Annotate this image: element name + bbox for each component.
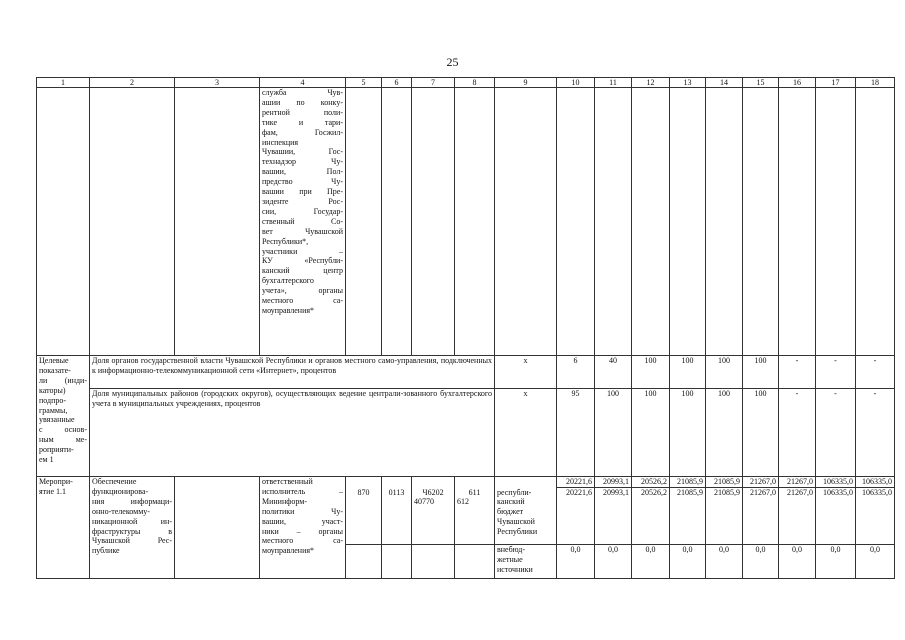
source-value: 0,0 bbox=[706, 545, 743, 579]
text-line: канский bbox=[497, 497, 525, 507]
text-line: рентной поли- bbox=[262, 107, 343, 117]
text-line: бюджет bbox=[497, 507, 524, 517]
text-line: ашии по конку- bbox=[262, 97, 343, 107]
target-value: 100 bbox=[632, 356, 670, 389]
source-value: 0,0 bbox=[856, 545, 895, 579]
text-line: внебюд- bbox=[497, 545, 525, 554]
continuation-executors bbox=[260, 88, 346, 356]
text-line: фам, Госжил- bbox=[262, 127, 343, 137]
text-line: бухгалтерского bbox=[262, 276, 314, 286]
text-line: сии, Государ- bbox=[262, 206, 343, 216]
total-value: 21267,0 bbox=[743, 477, 779, 488]
total-value: 20993,1 bbox=[595, 477, 632, 488]
source-value: 0,0 bbox=[816, 545, 856, 579]
target-value: 100 bbox=[670, 356, 706, 389]
source-value: 106335,0 bbox=[816, 488, 856, 545]
target-col9: х bbox=[495, 356, 557, 389]
text-line: вашии, Пол- bbox=[262, 167, 343, 177]
text-line: вашии, участ- bbox=[262, 516, 343, 526]
text-line: онно-телекомму- bbox=[92, 506, 150, 516]
text-line: политики Чу- bbox=[262, 506, 343, 516]
text-line: 40770 bbox=[414, 497, 434, 507]
col-header: 16 bbox=[779, 78, 816, 88]
text-line: Республики bbox=[497, 527, 538, 537]
text-line: вет Чувашской bbox=[262, 226, 343, 236]
text-line: жетные bbox=[497, 554, 523, 564]
target-value: - bbox=[816, 356, 856, 389]
target-value: 100 bbox=[632, 389, 670, 477]
total-value: 20526,2 bbox=[632, 477, 670, 488]
program-table bbox=[36, 77, 895, 579]
col-header: 2 bbox=[90, 78, 175, 88]
target-text: Доля органов государственной власти Чувашской Республики и органов местного само-управления, подключенных к информационно-телекоммуникационной сети «Интернет», процентов bbox=[90, 356, 495, 389]
text-line: тике и тари- bbox=[262, 117, 343, 127]
col-header: 12 bbox=[632, 78, 670, 88]
text-line: Чувашии, Гос- bbox=[262, 147, 343, 157]
text-line: ния информаци- bbox=[92, 496, 172, 506]
col-header: 5 bbox=[346, 78, 382, 88]
target-value: - bbox=[779, 389, 816, 477]
target-value: 40 bbox=[595, 356, 632, 389]
col-header: 8 bbox=[455, 78, 495, 88]
total-value: 106335,0 bbox=[816, 477, 856, 488]
target-value: 100 bbox=[595, 389, 632, 477]
col-header: 10 bbox=[557, 78, 595, 88]
source-value: 0,0 bbox=[557, 545, 595, 579]
measure-total-row bbox=[37, 477, 895, 488]
target-value: - bbox=[856, 356, 895, 389]
text-line: зиденте Рос- bbox=[262, 196, 343, 206]
measure-name bbox=[90, 477, 175, 579]
target-value: - bbox=[779, 356, 816, 389]
total-value: 20221,6 bbox=[557, 477, 595, 488]
measure-label bbox=[37, 477, 90, 579]
text-line: подпро- bbox=[39, 395, 67, 405]
total-value: 21085,9 bbox=[670, 477, 706, 488]
source-value: 0,0 bbox=[743, 545, 779, 579]
text-line: источники bbox=[497, 564, 533, 574]
source-name bbox=[495, 545, 557, 579]
target-col9: х bbox=[495, 389, 557, 477]
col-header: 13 bbox=[670, 78, 706, 88]
source-value: 21085,9 bbox=[670, 488, 706, 545]
targets-label bbox=[37, 356, 90, 477]
source-name bbox=[495, 488, 557, 545]
source-value: 0,0 bbox=[595, 545, 632, 579]
source-value: 20221,6 bbox=[557, 488, 595, 545]
target-value: 95 bbox=[557, 389, 595, 477]
text-line: ным ме- bbox=[39, 435, 87, 445]
source-value: 20526,2 bbox=[632, 488, 670, 545]
target-value: 6 bbox=[557, 356, 595, 389]
text-line: ем 1 bbox=[39, 455, 54, 465]
col-header: 9 bbox=[495, 78, 557, 88]
text-line: моуправления* bbox=[262, 305, 315, 315]
text-line: Чувашской bbox=[497, 517, 535, 527]
text-line: республи- bbox=[497, 487, 532, 497]
text-line: исполнитель – bbox=[262, 486, 343, 496]
col-header: 11 bbox=[595, 78, 632, 88]
target-row bbox=[37, 389, 895, 477]
text-line: предство Чу- bbox=[262, 177, 343, 187]
source-value: 21085,9 bbox=[706, 488, 743, 545]
col-header: 18 bbox=[856, 78, 895, 88]
text-line: КУ «Республи- bbox=[262, 256, 343, 266]
total-value: 21085,9 bbox=[706, 477, 743, 488]
col-header: 4 bbox=[260, 78, 346, 88]
text-line: Ч6202 bbox=[422, 487, 444, 497]
text-line: учета», органы bbox=[262, 286, 343, 296]
source-value: 106335,0 bbox=[856, 488, 895, 545]
source-value: 0,0 bbox=[632, 545, 670, 579]
text-line: показате- bbox=[39, 365, 71, 375]
total-value: 106335,0 bbox=[856, 477, 895, 488]
text-line: Республики*, bbox=[262, 236, 309, 246]
text-line: инспекция bbox=[262, 137, 299, 147]
col-header: 6 bbox=[382, 78, 412, 88]
text-line: публике bbox=[92, 546, 120, 556]
total-value: 21267,0 bbox=[779, 477, 816, 488]
col-header: 17 bbox=[816, 78, 856, 88]
source-value: 0,0 bbox=[670, 545, 706, 579]
text-line: 611 bbox=[468, 487, 481, 497]
text-line: моуправления* bbox=[262, 546, 315, 556]
grbs-code: 870 bbox=[346, 488, 382, 545]
text-line: каторы) bbox=[39, 385, 66, 395]
text-line: местного са- bbox=[262, 536, 343, 546]
text-line: участники – bbox=[262, 246, 343, 256]
text-line: 612 bbox=[457, 497, 469, 507]
col-header: 7 bbox=[412, 78, 455, 88]
target-value: 100 bbox=[706, 356, 743, 389]
col-header: 1 bbox=[37, 78, 90, 88]
target-value: 100 bbox=[743, 389, 779, 477]
target-value: 100 bbox=[670, 389, 706, 477]
text-line: Целевые bbox=[39, 356, 69, 365]
target-value: 100 bbox=[706, 389, 743, 477]
text-line: вашии при Пре- bbox=[262, 187, 343, 197]
text-line: служба Чув- bbox=[262, 88, 343, 97]
source-value: 0,0 bbox=[779, 545, 816, 579]
measure-executor bbox=[260, 477, 346, 579]
text-line: Обеспечение bbox=[92, 477, 137, 486]
target-row bbox=[37, 356, 895, 389]
page-number: 25 bbox=[446, 55, 459, 69]
source-value: 21267,0 bbox=[779, 488, 816, 545]
text-line: ятие 1.1 bbox=[39, 486, 67, 496]
column-number-row bbox=[37, 78, 895, 88]
col-header: 15 bbox=[743, 78, 779, 88]
text-line: увязанные bbox=[39, 415, 75, 425]
rzpr-code: 0113 bbox=[382, 488, 412, 545]
target-value: - bbox=[816, 389, 856, 477]
text-line: технадзор Чу- bbox=[262, 157, 343, 167]
text-line: Меропри- bbox=[39, 477, 73, 486]
text-line: граммы, bbox=[39, 405, 68, 415]
text-line: ли (инди- bbox=[39, 375, 87, 385]
text-line: фраструктуры в bbox=[92, 526, 172, 536]
target-value: 100 bbox=[743, 356, 779, 389]
text-line: ственный Со- bbox=[262, 216, 343, 226]
text-line: с основ- bbox=[39, 425, 87, 435]
text-line: ники – органы bbox=[262, 526, 343, 536]
target-text: Доля муниципальных районов (городских округов), осуществляющих ведение централи-зованного бухгалтерского учета в муниципальных учреждениях, процентов bbox=[90, 389, 495, 477]
target-value: - bbox=[856, 389, 895, 477]
text-line: канский центр bbox=[262, 266, 343, 276]
text-line: никационной ин- bbox=[92, 516, 172, 526]
text-line: роприяти- bbox=[39, 445, 74, 455]
text-line: Мининформ- bbox=[262, 496, 308, 506]
text-line: Чувашской Рес- bbox=[92, 536, 172, 546]
col-header: 3 bbox=[175, 78, 260, 88]
col-header: 14 bbox=[706, 78, 743, 88]
text-line: местного са- bbox=[262, 296, 343, 306]
source-value: 21267,0 bbox=[743, 488, 779, 545]
continuation-row bbox=[37, 88, 895, 356]
text-line: функционирова- bbox=[92, 486, 149, 496]
text-line: ответственный bbox=[262, 477, 313, 486]
source-value: 20993,1 bbox=[595, 488, 632, 545]
csr-code bbox=[412, 488, 455, 545]
vr-code bbox=[455, 488, 495, 545]
